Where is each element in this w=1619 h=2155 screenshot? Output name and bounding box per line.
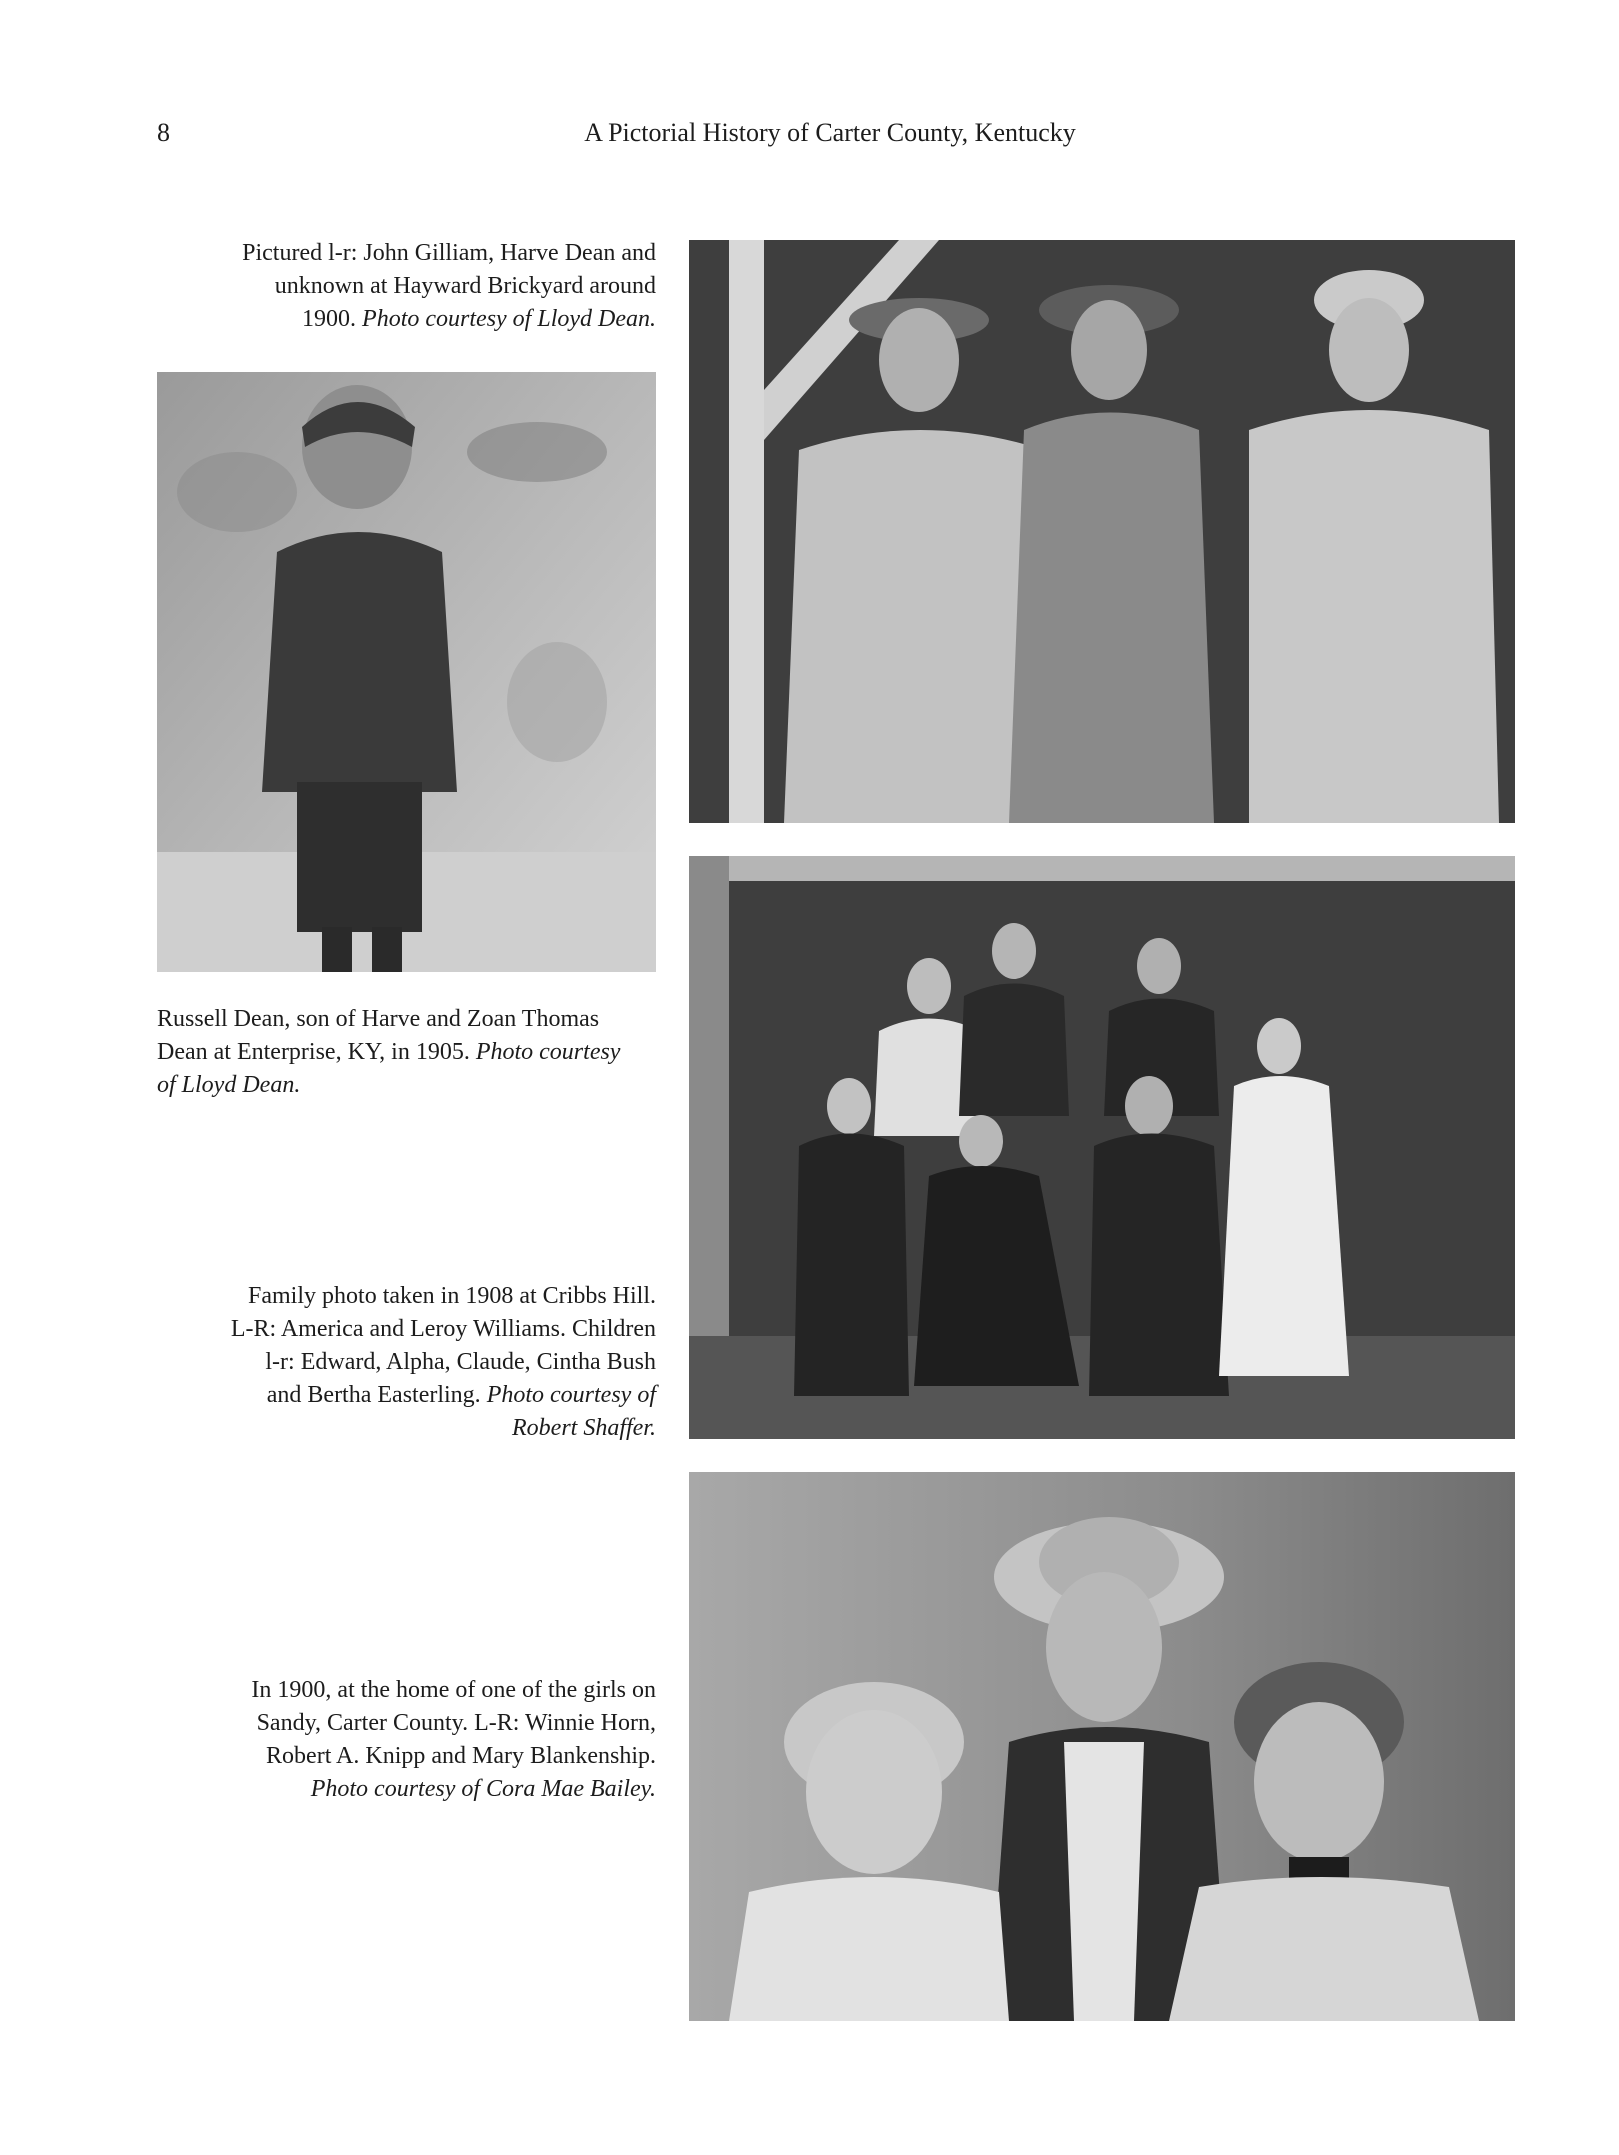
caption-line — [157, 1069, 657, 1102]
caption-text: and Bertha Easterling. — [266, 1382, 481, 1408]
photo-credit: of Lloyd Dean. — [157, 1072, 301, 1098]
caption-sandy — [150, 1674, 656, 1806]
caption-line: l-r: Edward, Alpha, Claude, Cintha Bush — [265, 1349, 656, 1375]
photo-credit: Photo courtesy of — [486, 1382, 656, 1408]
caption-russell — [157, 1003, 657, 1102]
photo-russell-dean-image — [157, 372, 656, 972]
photo-credit: Photo courtesy of Lloyd Dean. — [362, 306, 656, 332]
photo-credit: Photo courtesy of Cora Mae Bailey. — [310, 1776, 656, 1802]
caption-family — [150, 1280, 656, 1445]
caption-line — [150, 303, 656, 336]
page-number: 8 — [157, 118, 170, 147]
photo-brickyard-image — [689, 240, 1515, 823]
caption-line — [150, 1773, 656, 1806]
caption-line: Pictured l-r: John Gilliam, Harve Dean and — [242, 240, 656, 266]
caption-line: Sandy, Carter County. L-R: Winnie Horn, — [256, 1710, 656, 1736]
photo-family-image — [689, 856, 1515, 1439]
photo-credit: Photo courtesy — [475, 1039, 621, 1065]
running-head: A Pictorial History of Carter County, Kentucky — [584, 118, 1076, 147]
caption-line — [150, 1412, 656, 1445]
photo-family — [689, 856, 1515, 1439]
photo-sandy-image — [689, 1472, 1515, 2021]
caption-line: In 1900, at the home of one of the girls on — [251, 1677, 656, 1703]
caption-line: Family photo taken in 1908 at Cribbs Hill. — [248, 1283, 656, 1309]
caption-line: L-R: America and Leroy Williams. Children — [230, 1316, 656, 1342]
caption-line: unknown at Hayward Brickyard around — [274, 273, 656, 299]
caption-line — [150, 1379, 656, 1412]
caption-line: Robert A. Knipp and Mary Blankenship. — [266, 1743, 656, 1769]
photo-sandy — [689, 1472, 1515, 2021]
photo-credit: Robert Shaffer. — [512, 1415, 656, 1441]
photo-brickyard — [689, 240, 1515, 823]
caption-line — [157, 1036, 657, 1069]
caption-line: Russell Dean, son of Harve and Zoan Thomas — [157, 1006, 600, 1032]
caption-text: Dean at Enterprise, KY, in 1905. — [157, 1039, 470, 1065]
caption-text: 1900. — [302, 306, 357, 332]
photo-russell-dean — [157, 372, 656, 972]
caption-brickyard — [150, 237, 656, 336]
